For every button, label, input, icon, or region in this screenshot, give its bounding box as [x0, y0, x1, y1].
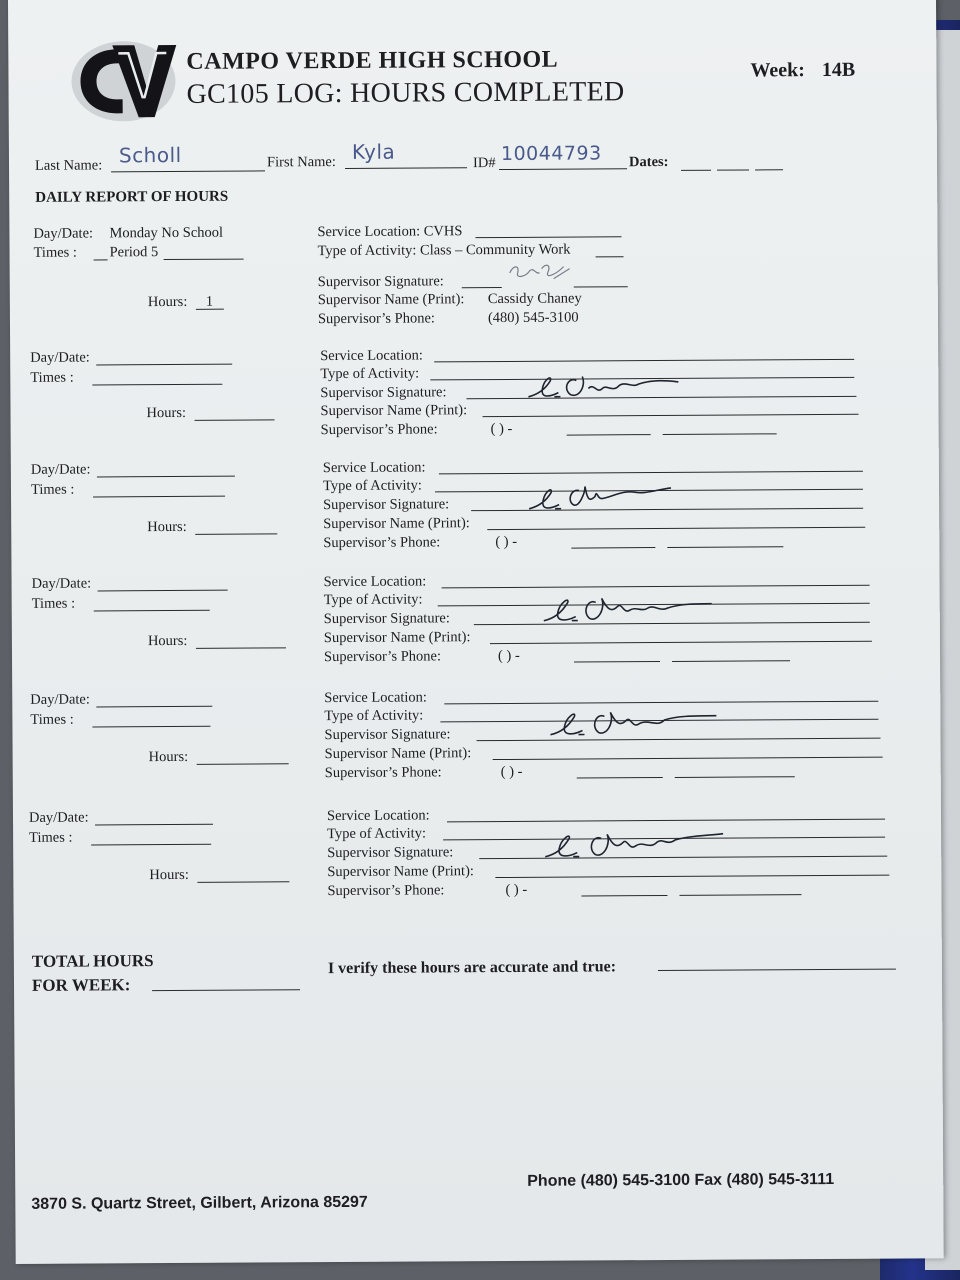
hours-label: Hours: — [149, 866, 189, 884]
entry-4 — [14, 570, 943, 676]
type-of-activity[interactable]: Type of Activity: Class – Community Work — [317, 241, 571, 260]
times-label: Times : — [30, 369, 74, 386]
service-location-label: Service Location: — [323, 573, 427, 591]
id-label: ID# — [472, 155, 496, 172]
times-value[interactable]: Period 5 — [109, 244, 159, 261]
last-name-label: Last Name: — [34, 157, 103, 174]
type-of-activity-label: Type of Activity: — [322, 477, 422, 495]
service-location-label: Service Location: — [326, 807, 430, 825]
last-name-value[interactable]: Scholl — [118, 142, 182, 168]
supervisor-signature-scribble — [522, 366, 682, 407]
times-label: Times : — [30, 711, 74, 728]
day-date-label: Day/Date: — [30, 461, 91, 478]
hours-label: Hours: — [147, 518, 187, 536]
supervisor-name-label: Supervisor Name (Print): — [327, 863, 474, 881]
supervisor-signature-label: Supervisor Signature: — [323, 610, 450, 628]
day-date-label: Day/Date: — [31, 575, 92, 592]
supervisor-phone-blank[interactable]: ( ) - — [500, 763, 523, 781]
supervisor-signature-label: Supervisor Signature: — [324, 726, 451, 744]
supervisor-name-label: Supervisor Name (Print): — [320, 402, 468, 420]
section-title: DAILY REPORT OF HOURS — [35, 188, 229, 206]
service-location-label: Service Location: — [322, 459, 426, 477]
supervisor-phone-label: Supervisor’s Phone: — [320, 421, 438, 439]
supervisor-name-label: Supervisor Name (Print): — [323, 515, 470, 533]
type-of-activity-label: Type of Activity: — [327, 825, 427, 843]
entry-2 — [10, 344, 939, 450]
week-label: Week: — [750, 59, 805, 82]
day-date-value[interactable]: Monday No School — [109, 224, 224, 242]
supervisor-phone-blank[interactable]: ( ) - — [490, 420, 513, 438]
verify-statement: I verify these hours are accurate and true: — [327, 958, 617, 978]
school-name: CAMPO VERDE HIGH SCHOOL — [186, 46, 559, 75]
supervisor-phone-blank[interactable]: ( ) - — [497, 647, 520, 665]
school-phone-fax: Phone (480) 545-3100 Fax (480) 545-3111 — [527, 1170, 835, 1190]
supervisor-signature-scribble — [539, 824, 729, 867]
entry-5 — [14, 686, 943, 792]
hours-label: Hours: — [147, 293, 188, 311]
supervisor-signature-scribble — [523, 478, 683, 519]
supervisor-signature-label: Supervisor Signature: — [320, 384, 447, 402]
hours-label: Hours: — [146, 404, 187, 422]
supervisor-signature-scribble — [538, 590, 718, 631]
supervisor-name-value[interactable]: Cassidy Chaney — [487, 290, 582, 308]
total-hours-label: TOTAL HOURS — [31, 951, 154, 971]
first-name-value[interactable]: Kyla — [351, 139, 396, 164]
supervisor-phone-label: Supervisor’s Phone: — [323, 648, 442, 666]
id-value[interactable]: 10044793 — [500, 142, 602, 165]
supervisor-phone-label: Supervisor’s Phone: — [324, 764, 442, 782]
school-address: 3870 S. Quartz Street, Gilbert, Arizona 85297 — [31, 1193, 368, 1213]
supervisor-signature-label: Supervisor Signature: — [317, 273, 444, 291]
week-field — [750, 59, 855, 83]
supervisor-signature-label: Supervisor Signature: — [323, 496, 450, 514]
verify-signature-field[interactable] — [658, 969, 896, 971]
first-name-label: First Name: — [266, 154, 336, 171]
supervisor-name-label: Supervisor Name (Print): — [324, 745, 472, 763]
supervisor-name-label: Supervisor Name (Print): — [323, 629, 471, 647]
type-of-activity-label: Type of Activity: — [320, 365, 420, 383]
service-location-label: Service Location: — [320, 347, 423, 365]
supervisor-signature-scribble — [506, 259, 576, 285]
day-date-label: Day/Date: — [28, 809, 89, 826]
type-of-activity-label: Type of Activity: — [324, 707, 424, 725]
times-label: Times : — [30, 481, 75, 498]
supervisor-phone-label: Supervisor’s Phone: — [323, 534, 441, 552]
week-value: 14B — [821, 58, 856, 82]
supervisor-phone-value[interactable]: (480) 545-3100 — [487, 309, 579, 327]
service-location-label: Service Location: — [324, 689, 427, 707]
day-date-label: Day/Date: — [30, 691, 90, 708]
type-of-activity-label: Type of Activity: — [323, 591, 423, 609]
hours-value[interactable]: 1 — [205, 293, 214, 310]
for-week-label: FOR WEEK: — [31, 975, 131, 995]
times-label: Times : — [33, 244, 77, 261]
entry-6 — [15, 804, 944, 910]
supervisor-signature-label: Supervisor Signature: — [327, 844, 454, 862]
supervisor-phone-blank[interactable]: ( ) - — [495, 533, 518, 551]
supervisor-phone-blank[interactable]: ( ) - — [505, 881, 528, 898]
day-date-label: Day/Date: — [33, 225, 94, 242]
supervisor-name-label: Supervisor Name (Print): — [317, 291, 465, 309]
form-title: GC105 LOG: HOURS COMPLETED — [186, 76, 625, 110]
hours-label: Hours: — [147, 632, 188, 650]
service-location[interactable]: Service Location: CVHS — [317, 223, 463, 241]
supervisor-phone-label: Supervisor’s Phone: — [317, 310, 435, 328]
times-label: Times : — [31, 595, 76, 612]
total-hours-field[interactable] — [152, 989, 300, 991]
supervisor-signature-scribble — [544, 704, 724, 745]
entry-3 — [13, 456, 942, 562]
times-label: Times : — [29, 829, 73, 846]
hours-label: Hours: — [148, 748, 189, 766]
cv-logo-icon — [68, 35, 179, 124]
dates-label: Dates: — [628, 153, 669, 171]
log-sheet — [8, 0, 944, 1264]
supervisor-phone-label: Supervisor’s Phone: — [327, 882, 445, 900]
day-date-label: Day/Date: — [30, 349, 90, 366]
